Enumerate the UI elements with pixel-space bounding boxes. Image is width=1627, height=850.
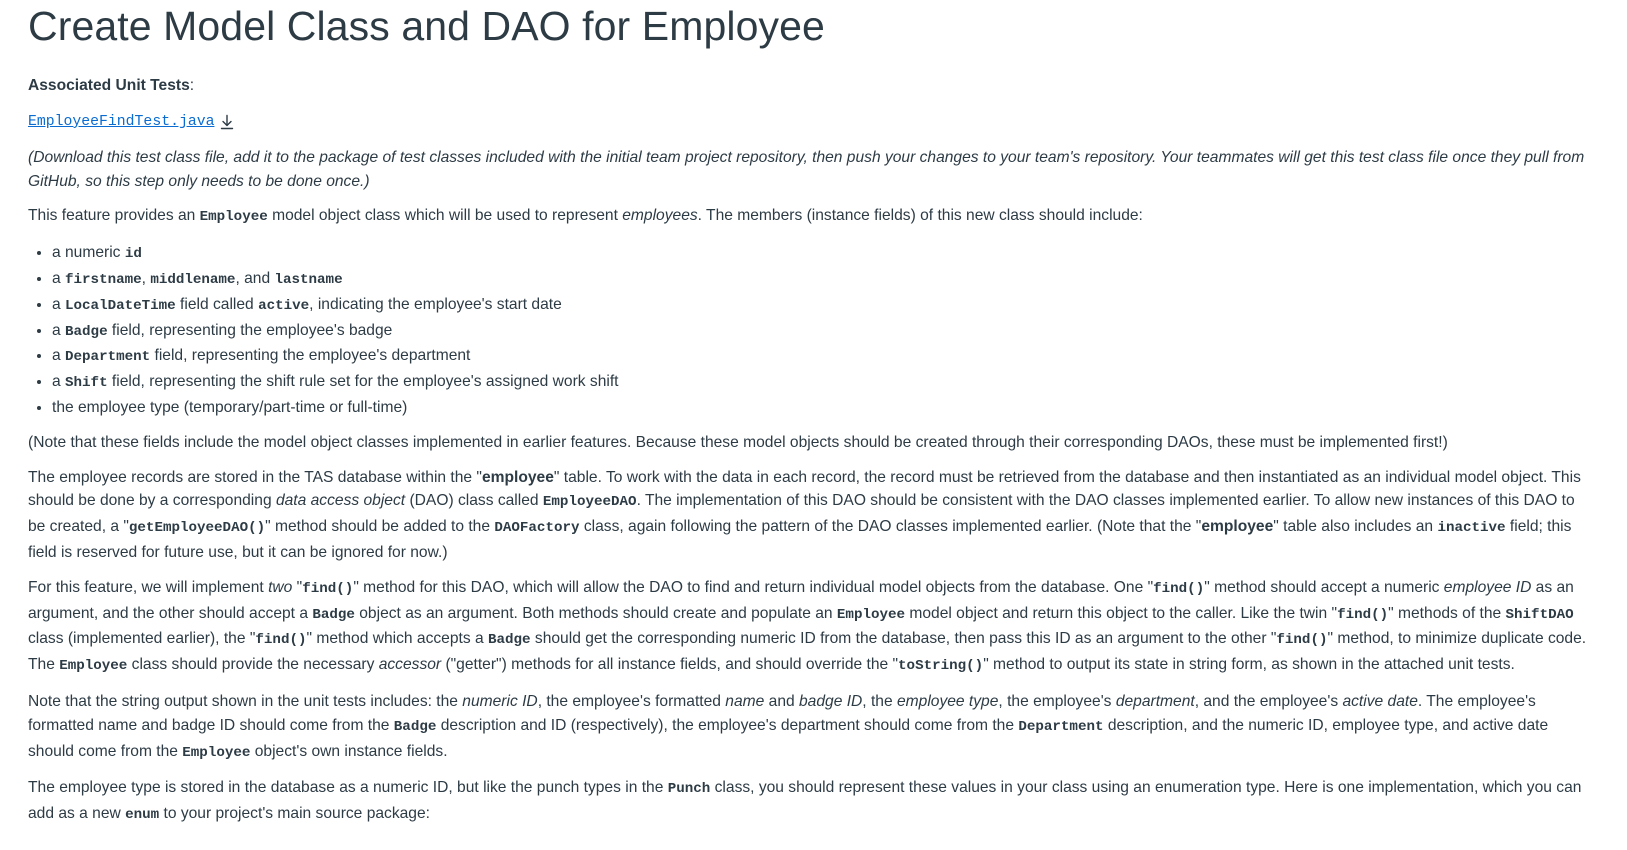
unit-tests-heading-text: Associated Unit Tests (28, 77, 190, 94)
list-item: • the employee type (temporary/part-time or full-time) (52, 396, 1590, 420)
download-icon[interactable] (219, 114, 235, 130)
list-item: • a Badge field, representing the employee's badge (52, 319, 1590, 345)
page-title: Create Model Class and DAO for Employee (28, 3, 825, 49)
intro-paragraph: This feature provides an Employee model object class which will be used to represent employees. The members (instance fields) of this new class should include: (28, 207, 1143, 226)
records-paragraph: The employee records are stored in the TAS database within the "employee" table. To work with the data in each record, the record must be retrieved from the database and then instantiated as an individual model object. This should be done by a corresponding data access object (DAO) class called EmployeeDAO. The implementation of this DAO should be consistent with the DAO classes implemented earlier. To allow new instances of this DAO to be created, a "getEmployeeDAO()" method should be added to the DAOFactory class, again following the pattern of the DAO classes implemented earlier. (Note that the "employee" table also includes an inactive field; this field is reserved for future use, but it can be ignored for now.) (28, 468, 1581, 561)
enum-paragraph: The employee type is stored in the database as a numeric ID, but like the punch types in the Punch class, you should represent these values in your class using an enumeration type. Here is one implementation, which you can add as a new enum to your project's main source package: (28, 779, 1582, 824)
unit-tests-heading (28, 74, 1590, 98)
list-item: • a firstname, middlename, and lastname (52, 267, 1590, 293)
employee-fields-list (28, 241, 1590, 420)
list-item: • a LocalDateTime field called active, indicating the employee's start date (52, 293, 1590, 319)
list-item: • a numeric id (52, 241, 1590, 267)
test-file-row (28, 111, 1590, 133)
list-item: • a Shift field, representing the shift rule set for the employee's assigned work shift (52, 370, 1590, 396)
fields-note: (Note that these fields include the model object classes implemented in earlier features. Because these model objects should be created through their corresponding DAOs, these must be implemented first!) (28, 433, 1448, 451)
download-note: (Download this test class file, add it to the package of test classes included with the initial team project repository, then push your changes to your team's repository. Your teammates will get this test class file once they pull from GitHub, so this step only needs to be done once.) (28, 148, 1585, 190)
unit-tests-heading-colon: : (189, 77, 195, 94)
test-file-link[interactable]: EmployeeFindTest.java (28, 113, 215, 130)
string-output-paragraph: Note that the string output shown in the unit tests includes: the numeric ID, the employee's formatted name and badge ID, the employee type, the employee's department, and the employee's active date. The employee's formatted name and badge ID should come from the Badge description and ID (respectively), the employee's department should come from the Department description, and the numeric ID, employee type, and active date should come from the Employee object's own instance fields. (28, 692, 1549, 761)
find-paragraph: For this feature, we will implement two "find()" method for this DAO, which will allow the DAO to find and return individual model objects from the database. One "find()" method should accept a numeric employee ID as an argument, and the other should accept a Badge object as an argument. Both methods should create and populate an Employee model object and return this object to the caller. Like the twin "find()" methods of the ShiftDAO class (implemented earlier), the "find()" method which accepts a Badge should get the corresponding numeric ID from the database, then pass this ID as an argument to the other "find()" method, to minimize duplicate code. The Employee class should provide the necessary accessor ("getter") methods for all instance fields, and should override the "toString()" method to output its state in string form, as shown in the attached unit tests. (28, 578, 1587, 675)
list-item: • a Department field, representing the employee's department (52, 344, 1590, 370)
